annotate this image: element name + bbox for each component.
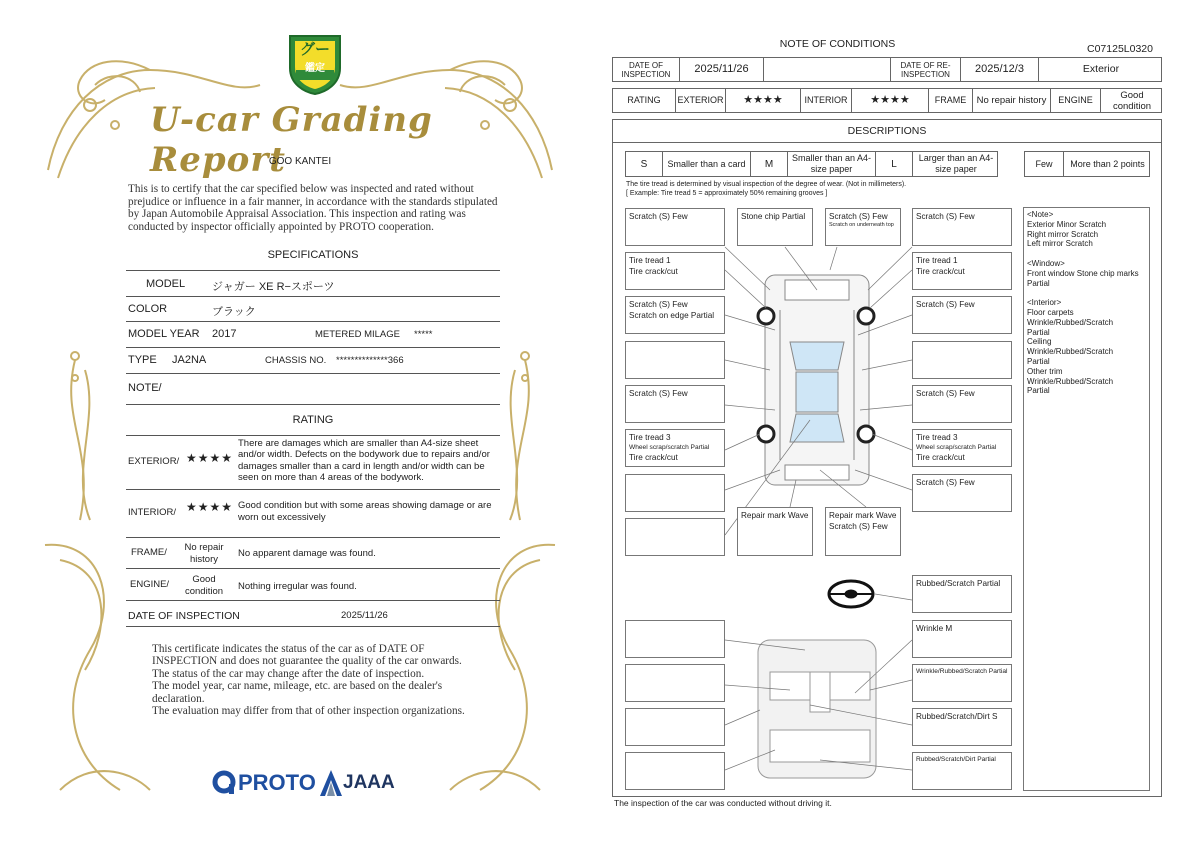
legend-l: L (876, 152, 913, 176)
badge-top-text: グー (299, 40, 330, 58)
damage-box-bottom-2 (825, 507, 901, 556)
note-line: Wrinkle/Rubbed/Scratch (1027, 317, 1114, 327)
damage-box-left-1 (625, 208, 725, 246)
frame-label: FRAME (929, 89, 973, 112)
jaaa-logo-text: JAAA (343, 772, 395, 793)
disclaimer-line: The status of the car may change after the date of inspection. (152, 667, 425, 680)
type-label: TYPE (128, 354, 157, 366)
date-value: 2025/11/26 (680, 58, 764, 81)
note-line: Partial (1027, 386, 1050, 396)
interior-box-left-1 (625, 620, 725, 658)
disclaimer-line: The model year, car name, mileage, etc. are based on the dealer's declaration. (152, 680, 443, 705)
box-text: Tire crack/cut (629, 453, 678, 462)
note-line: Left mirror Scratch (1027, 239, 1093, 249)
box-text: Scratch (S) Few (916, 300, 975, 309)
jaaa-logo-icon (320, 770, 342, 796)
interior-box-right-1 (912, 575, 1012, 613)
color-value: ブラック (212, 306, 256, 318)
box-text: Rubbed/Scratch/Dirt S (916, 712, 998, 721)
frame-value: No repair history (973, 89, 1051, 112)
proto-logo-icon (212, 770, 238, 796)
divider (126, 270, 500, 271)
note-line: Other trim (1027, 366, 1063, 376)
note-line: Exterior Minor Scratch (1027, 219, 1107, 229)
divider (126, 404, 500, 405)
legend-s: S (626, 152, 663, 176)
legend-few-text: More than 2 points (1070, 158, 1145, 169)
note-line: <Window> (1027, 258, 1065, 268)
divider (126, 600, 500, 601)
model-year-label: MODEL YEAR (128, 328, 200, 340)
damage-box-right-5 (912, 385, 1012, 423)
box-text: Rubbed/Scratch Partial (916, 579, 1001, 588)
tire-note-line: The tire tread is determined by visual inspection of the degree of wear. (Not in millimeters). (626, 181, 907, 188)
interior-box-right-3 (912, 664, 1012, 702)
damage-box-top-1 (737, 208, 813, 246)
spacer (1027, 249, 1146, 259)
note-title: NOTE OF CONDITIONS (779, 38, 896, 50)
box-text: Scratch (S) Few (916, 478, 975, 487)
damage-box-top-2 (825, 208, 901, 246)
note-of-conditions (600, 0, 1200, 848)
damage-box-left-5 (625, 385, 725, 423)
interior-box-left-3 (625, 708, 725, 746)
engine-value: Good condition (184, 574, 224, 597)
note-label: NOTE/ (128, 382, 162, 394)
date-of-inspection-value: 2025/11/26 (341, 610, 388, 621)
divider (126, 321, 500, 322)
interior-box-left-4 (625, 752, 725, 790)
damage-box-left-3 (625, 296, 725, 334)
damage-box-bottom-1 (737, 507, 813, 556)
side-notes (1023, 207, 1150, 791)
divider (126, 489, 500, 490)
box-text: Wheel scrap/scratch Partial (916, 444, 997, 451)
box-text: Scratch (S) Few (916, 212, 975, 221)
note-line: Ceiling (1027, 337, 1052, 347)
interior-box-right-4 (912, 708, 1012, 746)
frame-text: No apparent damage was found. (238, 548, 376, 559)
note-line: Partial (1027, 356, 1050, 366)
box-text: Tire tread 1 (629, 256, 671, 265)
interior-label: INTERIOR/ (128, 507, 177, 518)
damage-box-right-3 (912, 296, 1012, 334)
legend-m: M (751, 152, 788, 176)
proto-logo-text: PROTO (238, 770, 316, 795)
damage-box-left-2 (625, 252, 725, 290)
chassis-label: CHASSIS NO. (265, 355, 327, 366)
exterior-stars: ★★★★ (186, 451, 234, 465)
engine-text: Nothing irregular was found. (238, 581, 357, 592)
car-exterior-outline (765, 275, 869, 485)
model-label: MODEL (146, 278, 186, 290)
divider (126, 626, 500, 627)
rating-title: RATING (292, 414, 334, 426)
exterior-stars: ★★★★ (726, 89, 801, 112)
note-line: Partial (1027, 327, 1050, 337)
certify-text: This is to certify that the car specified below was inspected and rated without prejudice or influence in a fair manner, in accordance with the standards stipulated by Japan Automobile Appraisal Association. This inspection and rating was conducted by inspector officially appointed by PROTO cooperation. (128, 183, 498, 233)
box-text: Tire tread 3 (629, 433, 671, 442)
engine-label: ENGINE (1051, 89, 1101, 112)
frame-label: FRAME/ (131, 547, 167, 558)
box-text: Scratch on edge Partial (629, 311, 715, 320)
box-text: Scratch (S) Few (829, 522, 888, 531)
damage-box-left-7 (625, 474, 725, 512)
box-text: Scratch (S) Few (629, 300, 688, 309)
legend-l-text: Larger than an A4-size paper (918, 153, 994, 174)
model-year-value: 2017 (212, 328, 237, 340)
divider (126, 568, 500, 569)
exterior-text: There are damages which are smaller than A4-size sheet and/or width. Defects on the bodywork due to repairs and/or damages smaller than a card in length and/or width can be seen on more than 4 areas of the bodywork. (238, 438, 490, 484)
legend-few: Few (1025, 152, 1064, 176)
specifications-title: SPECIFICATIONS (267, 249, 359, 261)
box-text: Repair mark Wave (741, 511, 809, 520)
legend-m-text: Smaller than an A4-size paper (788, 152, 876, 176)
damage-box-left-6 (625, 429, 725, 467)
engine-label: ENGINE/ (130, 579, 170, 590)
note-line: Wrinkle/Rubbed/Scratch (1027, 376, 1114, 386)
exterior-tab: Exterior (1082, 63, 1120, 75)
rating-label: RATING (613, 89, 676, 112)
interior-stars: ★★★★ (852, 89, 929, 112)
box-text: Scratch (S) Few (829, 212, 888, 221)
interior-label: INTERIOR (801, 89, 852, 112)
car-interior-outline (758, 640, 876, 778)
damage-box-right-7 (912, 474, 1012, 512)
footer-note: The inspection of the car was conducted without driving it. (614, 798, 832, 808)
reinspect-value: 2025/12/3 (961, 58, 1039, 81)
engine-value: Good condition (1112, 89, 1152, 112)
box-text: Scratch on underneath top (829, 222, 894, 228)
chassis-value: **************366 (336, 355, 404, 366)
box-text: Tire crack/cut (629, 267, 678, 276)
report-title: U-car Grading Report (150, 100, 433, 180)
divider (126, 537, 500, 538)
box-text: Tire crack/cut (916, 267, 965, 276)
box-text: Scratch (S) Few (916, 389, 975, 398)
document-code: C07125L0320 (1087, 43, 1153, 55)
legend-s-text: Smaller than a card (663, 152, 751, 176)
color-label: COLOR (128, 303, 168, 315)
damage-box-left-8 (625, 518, 725, 556)
reinspect-label: DATE OF RE-INSPECTION (891, 58, 961, 81)
model-value: ジャガー XE R−スポーツ (212, 281, 335, 293)
disclaimer (152, 643, 482, 717)
note-line: Wrinkle/Rubbed/Scratch (1027, 347, 1114, 357)
badge-mid-text: 鑑定 (305, 63, 325, 74)
exterior-label: EXTERIOR/ (128, 456, 180, 467)
spacer (1027, 288, 1146, 298)
interior-box-left-2 (625, 664, 725, 702)
divider (126, 373, 500, 374)
interior-text: Good condition but with some areas showing damage or are worn out excessively (238, 500, 492, 523)
damage-box-right-4 (912, 341, 1012, 379)
box-text: Wheel scrap/scratch Partial (629, 444, 710, 451)
box-text: Wrinkle/Rubbed/Scratch Partial (916, 668, 1008, 675)
box-text: Scratch (S) Few (629, 212, 688, 221)
tire-note-line: [ Example: Tire tread 5 = approximately 50% remaining grooves ] (626, 190, 828, 197)
date-of-inspection-label: DATE OF INSPECTION (128, 610, 240, 622)
box-text: Tire tread 1 (916, 256, 958, 265)
box-text: Repair mark Wave (829, 511, 897, 520)
box-text: Wrinkle M (916, 624, 953, 633)
disclaimer-line: The evaluation may differ from that of other inspection organizations. (152, 705, 465, 718)
descriptions-title: DESCRIPTIONS (612, 119, 1162, 143)
divider (126, 296, 500, 297)
damage-box-right-2 (912, 252, 1012, 290)
divider (126, 435, 500, 436)
note-line: Front window Stone chip marks (1027, 268, 1139, 278)
box-text: Stone chip Partial (741, 212, 806, 221)
damage-box-right-1 (912, 208, 1012, 246)
exterior-label: EXTERIOR (676, 89, 726, 112)
box-text: Tire crack/cut (916, 453, 965, 462)
metered-mileage-label: METERED MILAGE (315, 329, 400, 340)
metered-mileage-value: ***** (414, 329, 433, 340)
divider (126, 347, 500, 348)
frame-value: No repair history (184, 542, 224, 565)
note-line: <Note> (1027, 210, 1054, 219)
report-subtitle: GOO KANTEI (268, 156, 332, 167)
damage-box-right-6 (912, 429, 1012, 467)
box-text: Rubbed/Scratch/Dirt Partial (916, 756, 996, 763)
interior-box-right-2 (912, 620, 1012, 658)
interior-stars: ★★★★ (186, 500, 234, 514)
interior-box-right-5 (912, 752, 1012, 790)
steering-wheel-icon (829, 581, 873, 607)
note-line: <Interior> (1027, 298, 1062, 308)
date-label: DATE OF INSPECTION (613, 58, 680, 81)
box-text: Scratch (S) Few (629, 389, 688, 398)
damage-box-left-4 (625, 341, 725, 379)
note-line: Floor carpets (1027, 307, 1074, 317)
note-line: Partial (1027, 278, 1050, 288)
type-value: JA2NA (172, 354, 207, 366)
disclaimer-line: This certificate indicates the status of the car as of DATE OF INSPECTION and does not guarantee the quality of the car onwards. (152, 643, 462, 668)
note-line: Right mirror Scratch (1027, 229, 1099, 239)
box-text: Tire tread 3 (916, 433, 958, 442)
